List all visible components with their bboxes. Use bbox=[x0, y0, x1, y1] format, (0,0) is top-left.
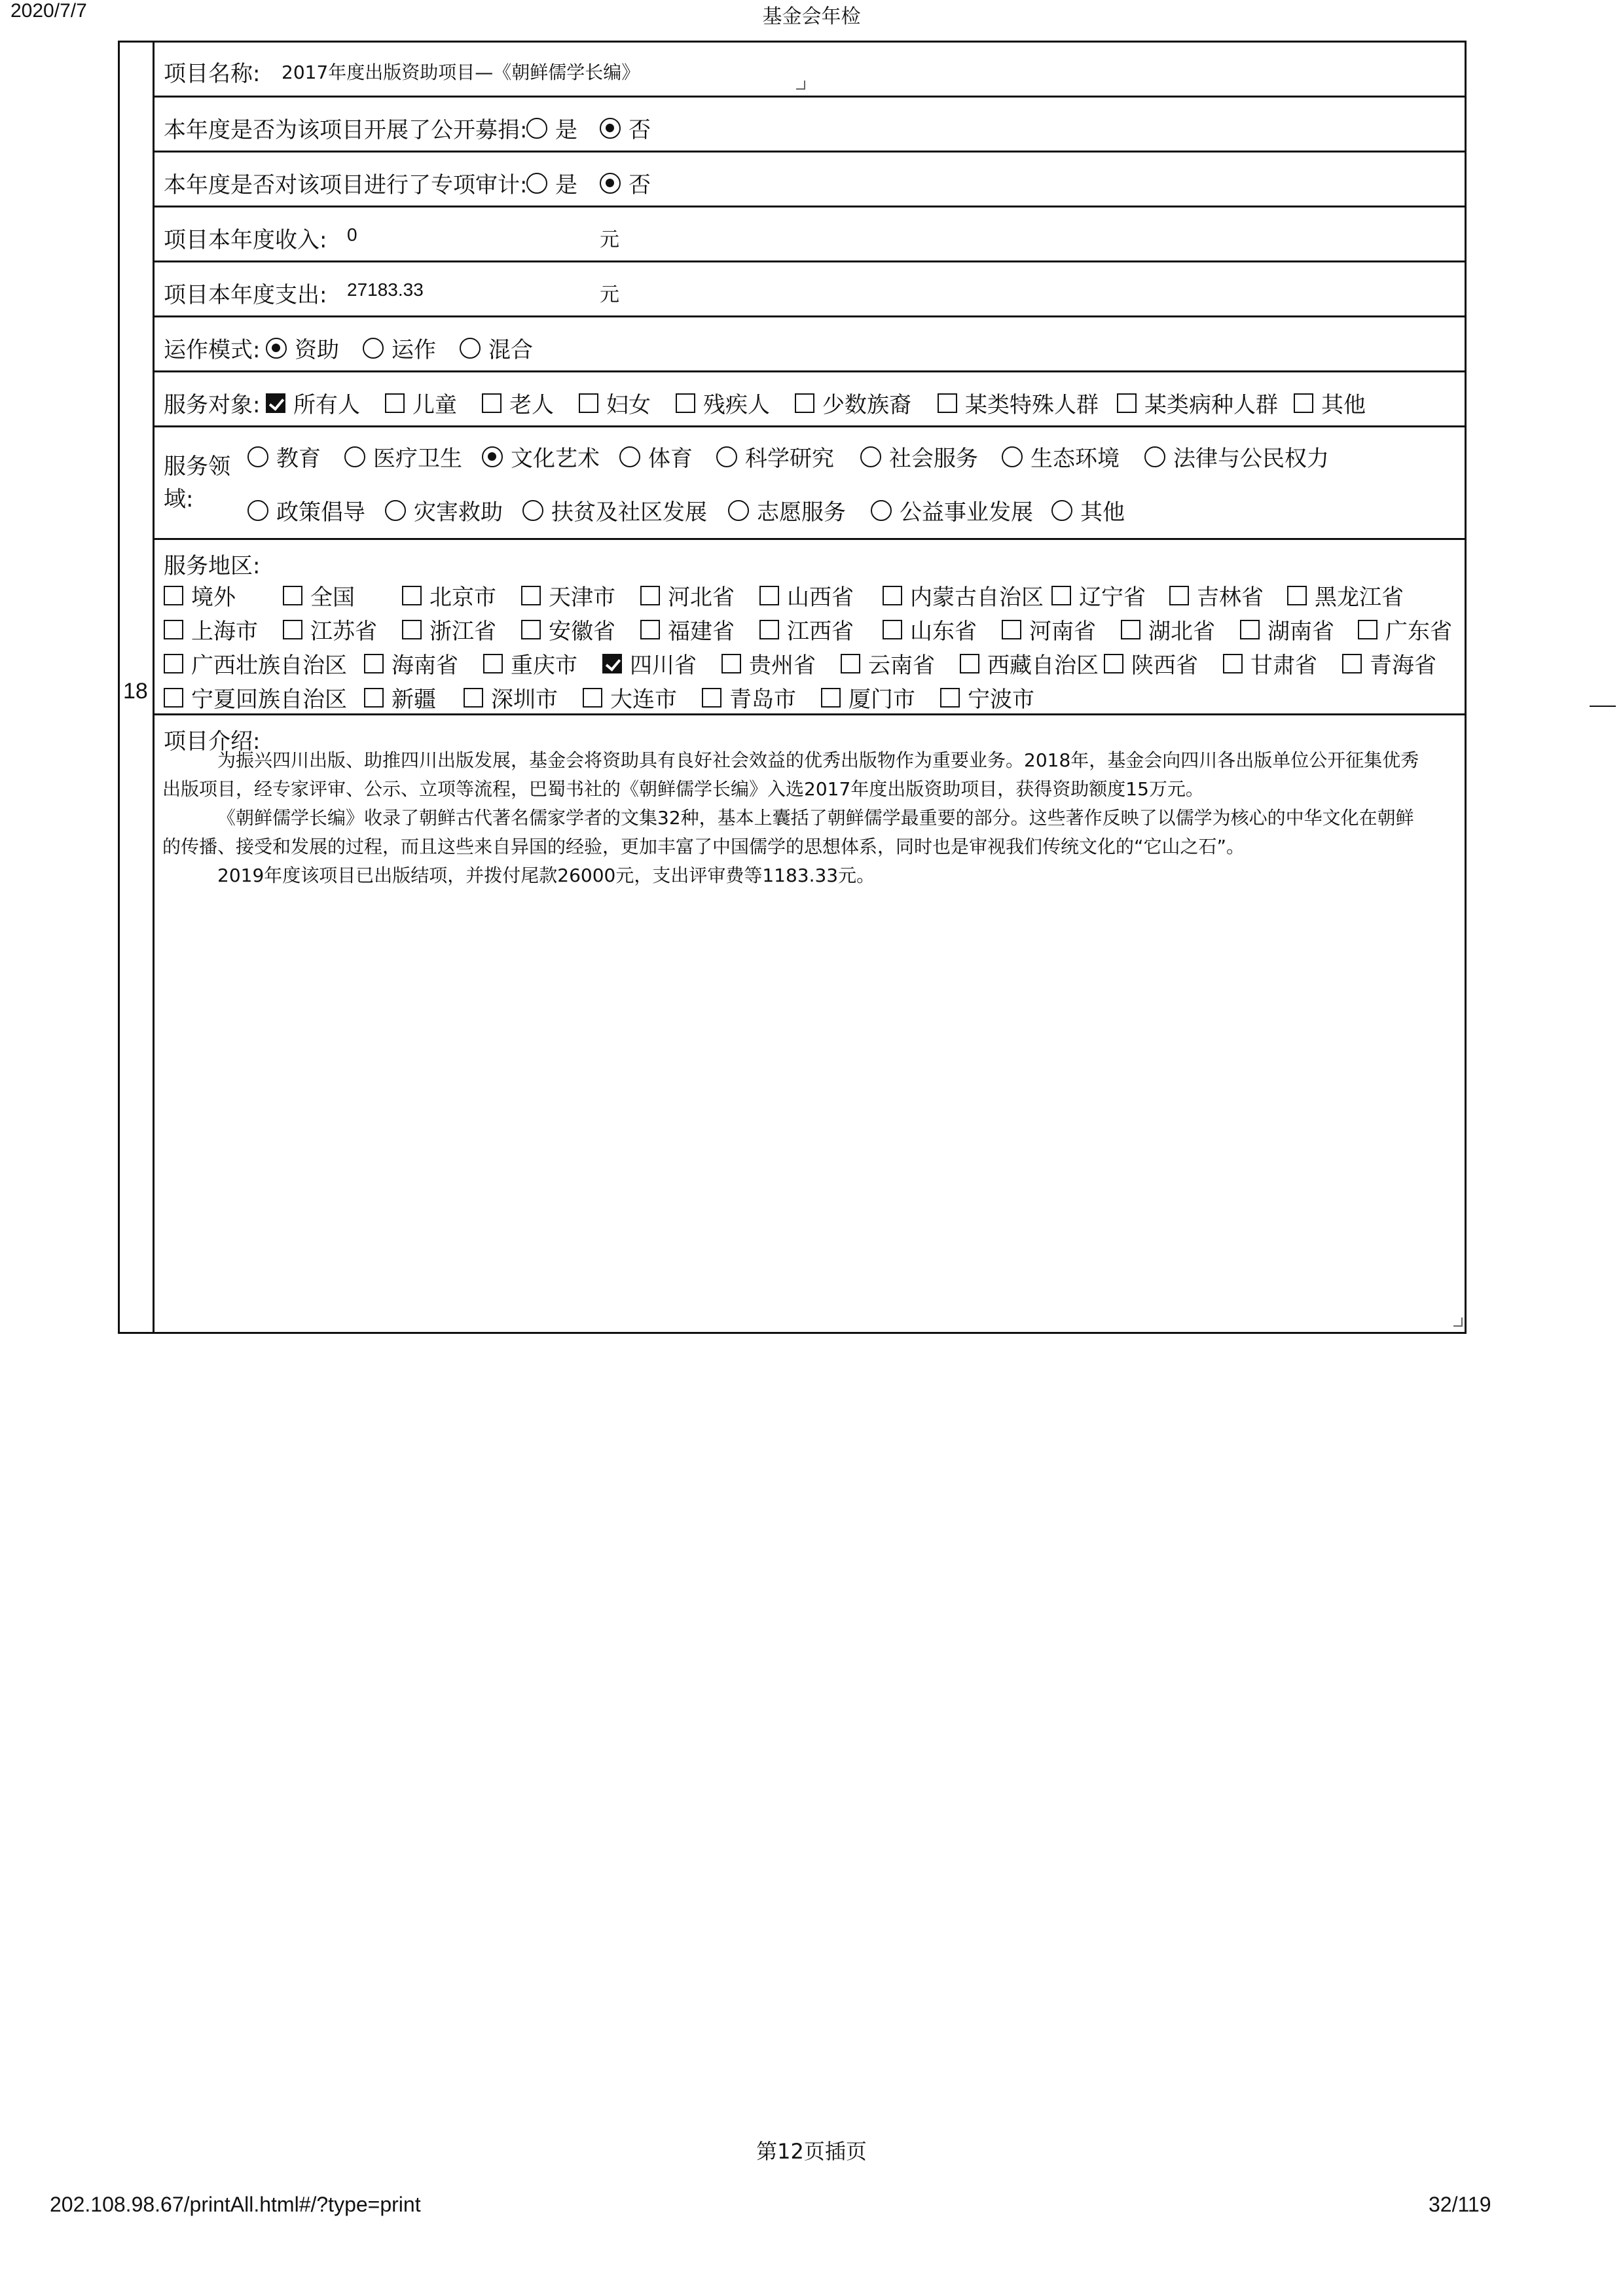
region-checkbox[interactable] bbox=[521, 613, 615, 645]
checkbox-icon bbox=[883, 620, 902, 639]
checkbox-icon bbox=[364, 654, 384, 673]
region-label: 福建省 bbox=[668, 619, 735, 645]
checkbox-icon bbox=[164, 688, 183, 708]
radio-icon bbox=[247, 446, 268, 467]
target-checkbox[interactable]: 某类特殊人群 bbox=[938, 387, 1099, 419]
region-checkbox[interactable] bbox=[1358, 613, 1452, 645]
checkbox-icon bbox=[283, 586, 302, 605]
region-checkbox[interactable] bbox=[402, 613, 496, 645]
region-label: 云南省 bbox=[868, 653, 935, 679]
target-checkbox[interactable]: 少数族裔 bbox=[795, 387, 911, 419]
audit-label: 本年度是否对该项目进行了专项审计: bbox=[164, 172, 528, 198]
print-url: 202.108.98.67/printAll.html#/?type=print bbox=[50, 2193, 421, 2216]
checkbox-icon bbox=[938, 393, 957, 413]
checkbox-checked-icon bbox=[602, 654, 622, 673]
page-title: 基金会年检 bbox=[762, 5, 861, 28]
field-radio[interactable]: 法律与公民权力 bbox=[1144, 440, 1329, 473]
radio-icon bbox=[460, 338, 481, 359]
field-radio[interactable]: 社会服务 bbox=[860, 440, 978, 473]
region-label: 北京市 bbox=[429, 584, 496, 611]
checkbox-icon bbox=[1240, 620, 1260, 639]
row-number-column bbox=[118, 41, 155, 1334]
checkbox-icon bbox=[483, 654, 503, 673]
region-label: 江西省 bbox=[787, 619, 854, 645]
region-label: 宁波市 bbox=[968, 687, 1034, 713]
region-checkbox[interactable] bbox=[1121, 613, 1215, 645]
checkbox-icon bbox=[1287, 586, 1307, 605]
checkbox-icon bbox=[1223, 654, 1243, 673]
region-checkbox[interactable] bbox=[1287, 579, 1404, 611]
region-checkbox[interactable] bbox=[960, 647, 1099, 679]
radio-icon bbox=[344, 446, 365, 467]
region-checkbox[interactable] bbox=[1240, 613, 1334, 645]
region-label: 浙江省 bbox=[429, 619, 496, 645]
field-radio[interactable]: 志愿服务 bbox=[728, 494, 846, 526]
radio-icon bbox=[1051, 500, 1072, 521]
region-checkbox[interactable] bbox=[164, 647, 347, 679]
region-label: 黑龙江省 bbox=[1315, 584, 1404, 611]
checkbox-icon bbox=[676, 393, 695, 413]
checkbox-icon bbox=[821, 688, 841, 708]
region-checkbox[interactable] bbox=[1223, 647, 1317, 679]
project-name-field[interactable]: 2017年度出版资助项目—《朝鲜儒学长编》 bbox=[282, 62, 640, 83]
project-name-label: 项目名称: bbox=[164, 61, 261, 87]
region-checkbox[interactable] bbox=[602, 647, 697, 679]
mode-option-funding[interactable]: 资助 bbox=[266, 332, 339, 364]
checkbox-icon bbox=[1121, 620, 1140, 639]
region-checkbox[interactable] bbox=[402, 579, 496, 611]
region-checkbox[interactable] bbox=[883, 613, 977, 645]
region-label: 新疆 bbox=[392, 687, 436, 713]
region-checkbox[interactable] bbox=[883, 579, 1044, 611]
region-label: 河北省 bbox=[668, 584, 735, 611]
radio-icon bbox=[522, 500, 543, 521]
region-label: 四川省 bbox=[630, 653, 697, 679]
region-label: 辽宁省 bbox=[1079, 584, 1146, 611]
intro-label: 项目介绍: bbox=[164, 728, 261, 755]
region-label: 山西省 bbox=[787, 584, 854, 611]
radio-icon bbox=[363, 338, 384, 359]
radio-selected-icon bbox=[266, 338, 287, 359]
fundraising-label: 本年度是否为该项目开展了公开募捐: bbox=[164, 117, 528, 143]
fundraising-yes-radio[interactable]: 是 bbox=[526, 112, 577, 144]
field-radio[interactable]: 医疗卫生 bbox=[344, 440, 462, 473]
region-label: 湖北省 bbox=[1148, 619, 1215, 645]
expense-value[interactable]: 27183.33 bbox=[347, 279, 424, 300]
region-checkbox[interactable] bbox=[483, 647, 577, 679]
page-count: 32/119 bbox=[1429, 2193, 1491, 2216]
checkbox-icon bbox=[1294, 393, 1313, 413]
region-checkbox[interactable] bbox=[583, 681, 677, 713]
checkbox-checked-icon bbox=[266, 393, 285, 413]
checkbox-icon bbox=[1169, 586, 1189, 605]
intro-line: 的传播、接受和发展的过程，而且这些来自异国的经验，更加丰富了中国儒学的思想体系，同时也是审视我们传统文化的“它山之石”。 bbox=[162, 836, 1245, 857]
region-checkbox[interactable] bbox=[841, 647, 935, 679]
row-number: 18 bbox=[123, 679, 148, 704]
margin-mark bbox=[1590, 706, 1616, 707]
intro-line: 为振兴四川出版、助推四川出版发展，基金会将资助具有良好社会效益的优秀出版物作为重要业务。2018年，基金会向四川各出版单位公开征集优秀 bbox=[217, 749, 1419, 771]
checkbox-icon bbox=[1051, 586, 1071, 605]
region-checkbox[interactable] bbox=[364, 681, 436, 713]
region-label: 安徽省 bbox=[549, 619, 615, 645]
field-radio[interactable]: 公益事业发展 bbox=[871, 494, 1033, 526]
region-checkbox[interactable] bbox=[640, 613, 735, 645]
region-label: 陕西省 bbox=[1131, 653, 1198, 679]
targets-label: 服务对象: bbox=[164, 392, 261, 418]
field-radio[interactable]: 科学研究 bbox=[716, 440, 834, 473]
region-label: 天津市 bbox=[549, 584, 615, 611]
checkbox-icon bbox=[583, 688, 602, 708]
region-checkbox[interactable] bbox=[1169, 579, 1264, 611]
region-label: 深圳市 bbox=[491, 687, 558, 713]
project-name-row bbox=[153, 41, 1467, 96]
expense-row bbox=[153, 260, 1467, 315]
regions-label: 服务地区: bbox=[164, 553, 261, 579]
field-radio[interactable]: 教育 bbox=[247, 440, 321, 473]
field-radio[interactable]: 扶贫及社区发展 bbox=[522, 494, 707, 526]
intro-text[interactable] bbox=[162, 746, 1455, 890]
expense-unit: 元 bbox=[600, 283, 619, 306]
region-checkbox[interactable] bbox=[1104, 647, 1198, 679]
region-label: 吉林省 bbox=[1197, 584, 1264, 611]
income-unit: 元 bbox=[600, 228, 619, 251]
checkbox-icon bbox=[402, 586, 422, 605]
radio-icon bbox=[871, 500, 892, 521]
checkbox-icon bbox=[795, 393, 814, 413]
region-checkbox[interactable] bbox=[640, 579, 735, 611]
checkbox-icon bbox=[640, 620, 660, 639]
checkbox-icon bbox=[1002, 620, 1021, 639]
income-value[interactable]: 0 bbox=[347, 224, 357, 245]
fields-row bbox=[153, 425, 1467, 538]
field-radio[interactable]: 政策倡导 bbox=[247, 494, 365, 526]
region-checkbox[interactable] bbox=[759, 613, 854, 645]
checkbox-icon bbox=[164, 586, 183, 605]
checkbox-icon bbox=[283, 620, 302, 639]
checkbox-icon bbox=[940, 688, 960, 708]
target-checkbox[interactable]: 其他 bbox=[1294, 387, 1366, 419]
radio-icon bbox=[526, 173, 547, 194]
region-checkbox[interactable] bbox=[1342, 647, 1436, 679]
field-radio[interactable]: 其他 bbox=[1051, 494, 1125, 526]
region-label: 境外 bbox=[191, 584, 236, 611]
region-label: 大连市 bbox=[610, 687, 677, 713]
checkbox-icon bbox=[464, 688, 483, 708]
radio-icon bbox=[1144, 446, 1165, 467]
checkbox-icon bbox=[960, 654, 979, 673]
region-checkbox[interactable] bbox=[164, 613, 258, 645]
checkbox-icon bbox=[164, 620, 183, 639]
radio-icon bbox=[247, 500, 268, 521]
checkbox-icon bbox=[482, 393, 501, 413]
region-label: 重庆市 bbox=[511, 653, 577, 679]
radio-icon bbox=[619, 446, 640, 467]
income-label: 项目本年度收入: bbox=[164, 227, 327, 253]
checkbox-icon bbox=[1342, 654, 1362, 673]
region-label: 厦门市 bbox=[848, 687, 915, 713]
region-checkbox[interactable] bbox=[721, 647, 816, 679]
targets-row bbox=[153, 370, 1467, 425]
radio-icon bbox=[860, 446, 881, 467]
audit-no-radio[interactable]: 否 bbox=[600, 167, 651, 199]
fields-label-line1: 服务领 bbox=[164, 454, 230, 480]
radio-icon bbox=[728, 500, 749, 521]
target-checkbox[interactable]: 儿童 bbox=[385, 387, 457, 419]
fundraising-no-radio[interactable]: 否 bbox=[600, 112, 651, 144]
checkbox-icon bbox=[759, 620, 779, 639]
region-checkbox[interactable] bbox=[759, 579, 854, 611]
checkbox-icon bbox=[579, 393, 598, 413]
region-checkbox[interactable] bbox=[940, 681, 1034, 713]
intro-line: 《朝鲜儒学长编》收录了朝鲜古代著名儒家学者的文集32种，基本上囊括了朝鲜儒学最重要的部分。这些著作反映了以儒学为核心的中华文化在朝鲜 bbox=[217, 807, 1414, 829]
audit-row bbox=[153, 151, 1467, 206]
region-label: 河南省 bbox=[1029, 619, 1096, 645]
region-label: 甘肃省 bbox=[1250, 653, 1317, 679]
target-checkbox[interactable]: 老人 bbox=[482, 387, 554, 419]
region-label: 青海省 bbox=[1370, 653, 1436, 679]
region-label: 湖南省 bbox=[1267, 619, 1334, 645]
region-label: 江苏省 bbox=[310, 619, 377, 645]
radio-selected-icon bbox=[482, 446, 503, 467]
expense-label: 项目本年度支出: bbox=[164, 282, 327, 308]
region-label: 西藏自治区 bbox=[987, 653, 1099, 679]
mode-label: 运作模式: bbox=[164, 337, 261, 363]
mode-row bbox=[153, 315, 1467, 370]
checkbox-icon bbox=[385, 393, 405, 413]
resize-handle-icon[interactable] bbox=[1453, 1318, 1463, 1327]
checkbox-icon bbox=[721, 654, 741, 673]
region-checkbox[interactable] bbox=[521, 579, 615, 611]
field-radio[interactable]: 文化艺术 bbox=[482, 440, 600, 473]
region-checkbox[interactable] bbox=[464, 681, 558, 713]
checkbox-icon bbox=[883, 586, 902, 605]
mode-option-operation[interactable]: 运作 bbox=[363, 332, 436, 364]
checkbox-icon bbox=[1104, 654, 1123, 673]
fundraising-row bbox=[153, 96, 1467, 151]
intro-line: 出版项目，经专家评审、公示、立项等流程，巴蜀书社的《朝鲜儒学长编》入选2017年度出版资助项目，获得资助额度15万元。 bbox=[162, 778, 1204, 800]
region-label: 贵州省 bbox=[749, 653, 816, 679]
region-checkbox[interactable] bbox=[702, 681, 796, 713]
checkbox-icon bbox=[402, 620, 422, 639]
region-checkbox[interactable] bbox=[283, 613, 377, 645]
checkbox-icon bbox=[521, 586, 541, 605]
print-date: 2020/7/7 bbox=[10, 0, 87, 22]
radio-selected-icon bbox=[600, 173, 621, 194]
checkbox-icon bbox=[759, 586, 779, 605]
checkbox-icon bbox=[364, 688, 384, 708]
radio-icon bbox=[385, 500, 406, 521]
page-insert-label: 第12页插页 bbox=[756, 2139, 867, 2164]
fields-label-line2: 域: bbox=[164, 486, 194, 512]
region-label: 上海市 bbox=[191, 619, 258, 645]
radio-selected-icon bbox=[600, 118, 621, 139]
target-checkbox[interactable]: 某类病种人群 bbox=[1117, 387, 1278, 419]
checkbox-icon bbox=[1117, 393, 1137, 413]
region-checkbox[interactable] bbox=[283, 579, 355, 611]
radio-icon bbox=[1002, 446, 1023, 467]
checkbox-icon bbox=[164, 654, 183, 673]
radio-icon bbox=[716, 446, 737, 467]
region-label: 山东省 bbox=[910, 619, 977, 645]
checkbox-icon bbox=[521, 620, 541, 639]
region-label: 广西壮族自治区 bbox=[191, 653, 347, 679]
target-checkbox[interactable]: 所有人 bbox=[266, 387, 360, 419]
region-label: 青岛市 bbox=[729, 687, 796, 713]
resize-handle-icon[interactable] bbox=[796, 81, 805, 90]
mode-option-mixed[interactable]: 混合 bbox=[460, 332, 533, 364]
field-radio[interactable]: 体育 bbox=[619, 440, 693, 473]
checkbox-icon bbox=[1358, 620, 1377, 639]
field-radio[interactable]: 灾害救助 bbox=[385, 494, 503, 526]
region-checkbox[interactable] bbox=[821, 681, 915, 713]
region-label: 海南省 bbox=[392, 653, 458, 679]
regions-row bbox=[153, 538, 1467, 713]
checkbox-icon bbox=[702, 688, 721, 708]
checkbox-icon bbox=[640, 586, 660, 605]
region-checkbox[interactable] bbox=[164, 579, 236, 611]
intro-line: 2019年度该项目已出版结项，并拨付尾款26000元，支出评审费等1183.33元。 bbox=[217, 865, 875, 886]
region-label: 宁夏回族自治区 bbox=[191, 687, 347, 713]
region-label: 广东省 bbox=[1385, 619, 1452, 645]
radio-icon bbox=[526, 118, 547, 139]
region-label: 内蒙古自治区 bbox=[910, 584, 1044, 611]
field-radio[interactable]: 生态环境 bbox=[1002, 440, 1120, 473]
target-checkbox[interactable]: 妇女 bbox=[579, 387, 651, 419]
target-checkbox[interactable]: 残疾人 bbox=[676, 387, 770, 419]
region-checkbox[interactable] bbox=[164, 681, 347, 713]
region-checkbox[interactable] bbox=[364, 647, 458, 679]
income-row bbox=[153, 206, 1467, 260]
audit-yes-radio[interactable]: 是 bbox=[526, 167, 577, 199]
checkbox-icon bbox=[841, 654, 860, 673]
region-checkbox[interactable] bbox=[1002, 613, 1096, 645]
region-label: 全国 bbox=[310, 584, 355, 611]
region-checkbox[interactable] bbox=[1051, 579, 1146, 611]
